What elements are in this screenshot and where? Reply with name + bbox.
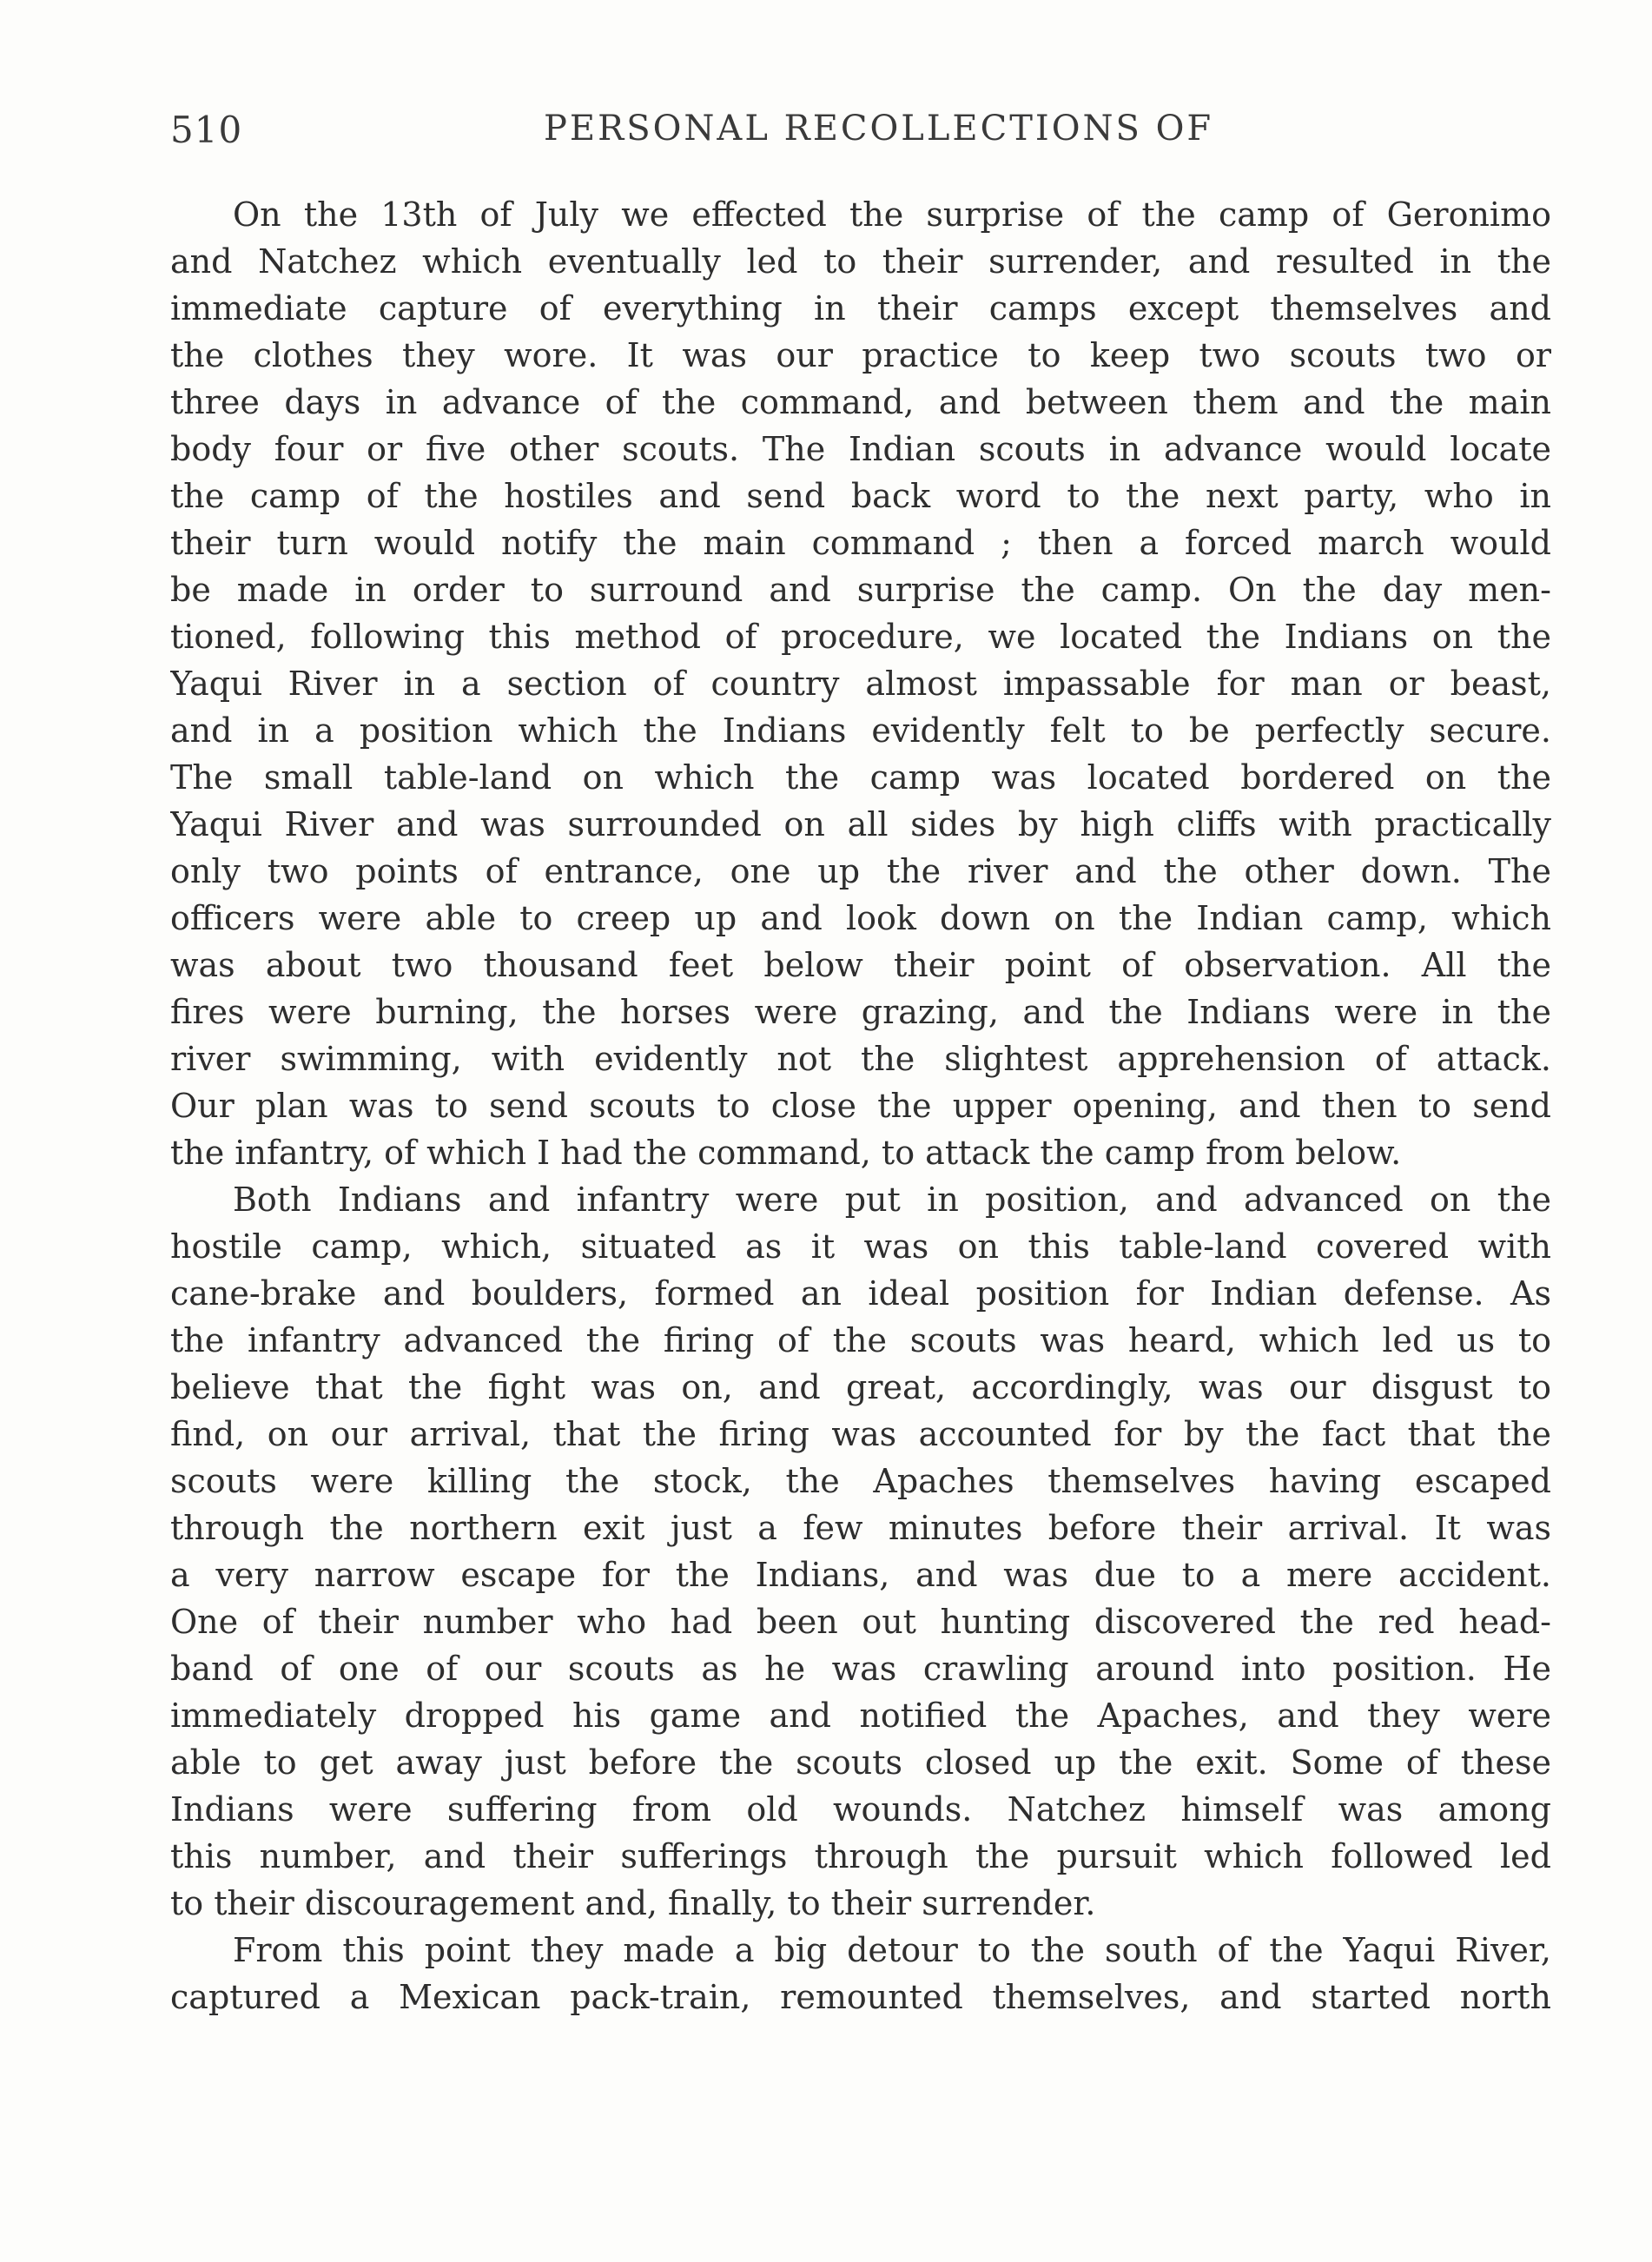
text-line: immediate capture of everything in their camps except themselves and xyxy=(170,289,1551,327)
text-line: through the northern exit just a few minutes before their arrival. It was xyxy=(170,1509,1551,1547)
body-text xyxy=(170,191,1551,2021)
text-line: to their discouragement and, finally, to their surrender. xyxy=(170,1884,1096,1922)
page-number: 510 xyxy=(170,109,243,151)
text-line: hostile camp, which, situated as it was on this table-land covered with xyxy=(170,1227,1551,1266)
text-line: body four or five other scouts. The Indian scouts in advance would locate xyxy=(170,430,1551,468)
text-line: three days in advance of the command, and between them and the main xyxy=(170,383,1551,421)
running-head xyxy=(170,109,1551,161)
text-line: river swimming, with evidently not the slightest apprehension of attack. xyxy=(170,1040,1551,1078)
text-line: immediately dropped his game and notified the Apaches, and they were xyxy=(170,1696,1551,1735)
text-line: the clothes they wore. It was our practice to keep two scouts two or xyxy=(170,336,1551,374)
text-line: the infantry advanced the firing of the scouts was heard, which led us to xyxy=(170,1321,1551,1359)
text-line: able to get away just before the scouts closed up the exit. Some of these xyxy=(170,1743,1551,1782)
text-line: Indians were suffering from old wounds. Natchez himself was among xyxy=(170,1790,1551,1829)
text-line: Our plan was to send scouts to close the upper opening, and then to send xyxy=(170,1087,1551,1125)
text-line: One of their number who had been out hunting discovered the red head- xyxy=(170,1603,1551,1641)
text-line: Yaqui River and was surrounded on all sides by high cliffs with practically xyxy=(170,805,1551,843)
text-line: this number, and their sufferings through the pursuit which followed led xyxy=(170,1837,1551,1875)
text-line: believe that the fight was on, and great, accordingly, was our disgust to xyxy=(170,1368,1551,1406)
text-line: captured a Mexican pack-train, remounted themselves, and started north xyxy=(170,1978,1551,2016)
text-line: and in a position which the Indians evidently felt to be perfectly secure. xyxy=(170,711,1551,750)
text-line: the infantry, of which I had the command, to attack the camp from below. xyxy=(170,1134,1402,1172)
running-title: PERSONAL RECOLLECTIONS OF xyxy=(544,109,1214,149)
text-line: On the 13th of July we effected the surprise of the camp of Geronimo xyxy=(233,195,1551,234)
text-line: find, on our arrival, that the firing was accounted for by the fact that the xyxy=(170,1415,1551,1453)
text-line: the camp of the hostiles and send back word to the next party, who in xyxy=(170,477,1551,515)
text-line: only two points of entrance, one up the river and the other down. The xyxy=(170,852,1551,890)
text-line: The small table-land on which the camp was located bordered on the xyxy=(170,758,1551,797)
text-line: band of one of our scouts as he was crawling around into position. He xyxy=(170,1650,1551,1688)
text-line: From this point they made a big detour to the south of the Yaqui River, xyxy=(233,1931,1551,1969)
text-line: officers were able to creep up and look down on the Indian camp, which xyxy=(170,899,1551,937)
text-line: their turn would notify the main command ; then a forced march would xyxy=(170,524,1551,562)
text-line: fires were burning, the horses were grazing, and the Indians were in the xyxy=(170,993,1551,1031)
text-line: be made in order to surround and surprise the camp. On the day men- xyxy=(170,571,1551,609)
text-line: tioned, following this method of procedure, we located the Indians on the xyxy=(170,618,1551,656)
text-line: and Natchez which eventually led to their surrender, and resulted in the xyxy=(170,242,1551,281)
text-line: cane-brake and boulders, formed an ideal position for Indian defense. As xyxy=(170,1274,1551,1313)
text-line: was about two thousand feet below their point of observation. All the xyxy=(170,946,1551,984)
text-line: Both Indians and infantry were put in position, and advanced on the xyxy=(233,1181,1551,1219)
text-line: a very narrow escape for the Indians, and was due to a mere accident. xyxy=(170,1556,1551,1594)
text-line: scouts were killing the stock, the Apaches themselves having escaped xyxy=(170,1462,1551,1500)
text-line: Yaqui River in a section of country almost impassable for man or beast, xyxy=(170,665,1551,703)
